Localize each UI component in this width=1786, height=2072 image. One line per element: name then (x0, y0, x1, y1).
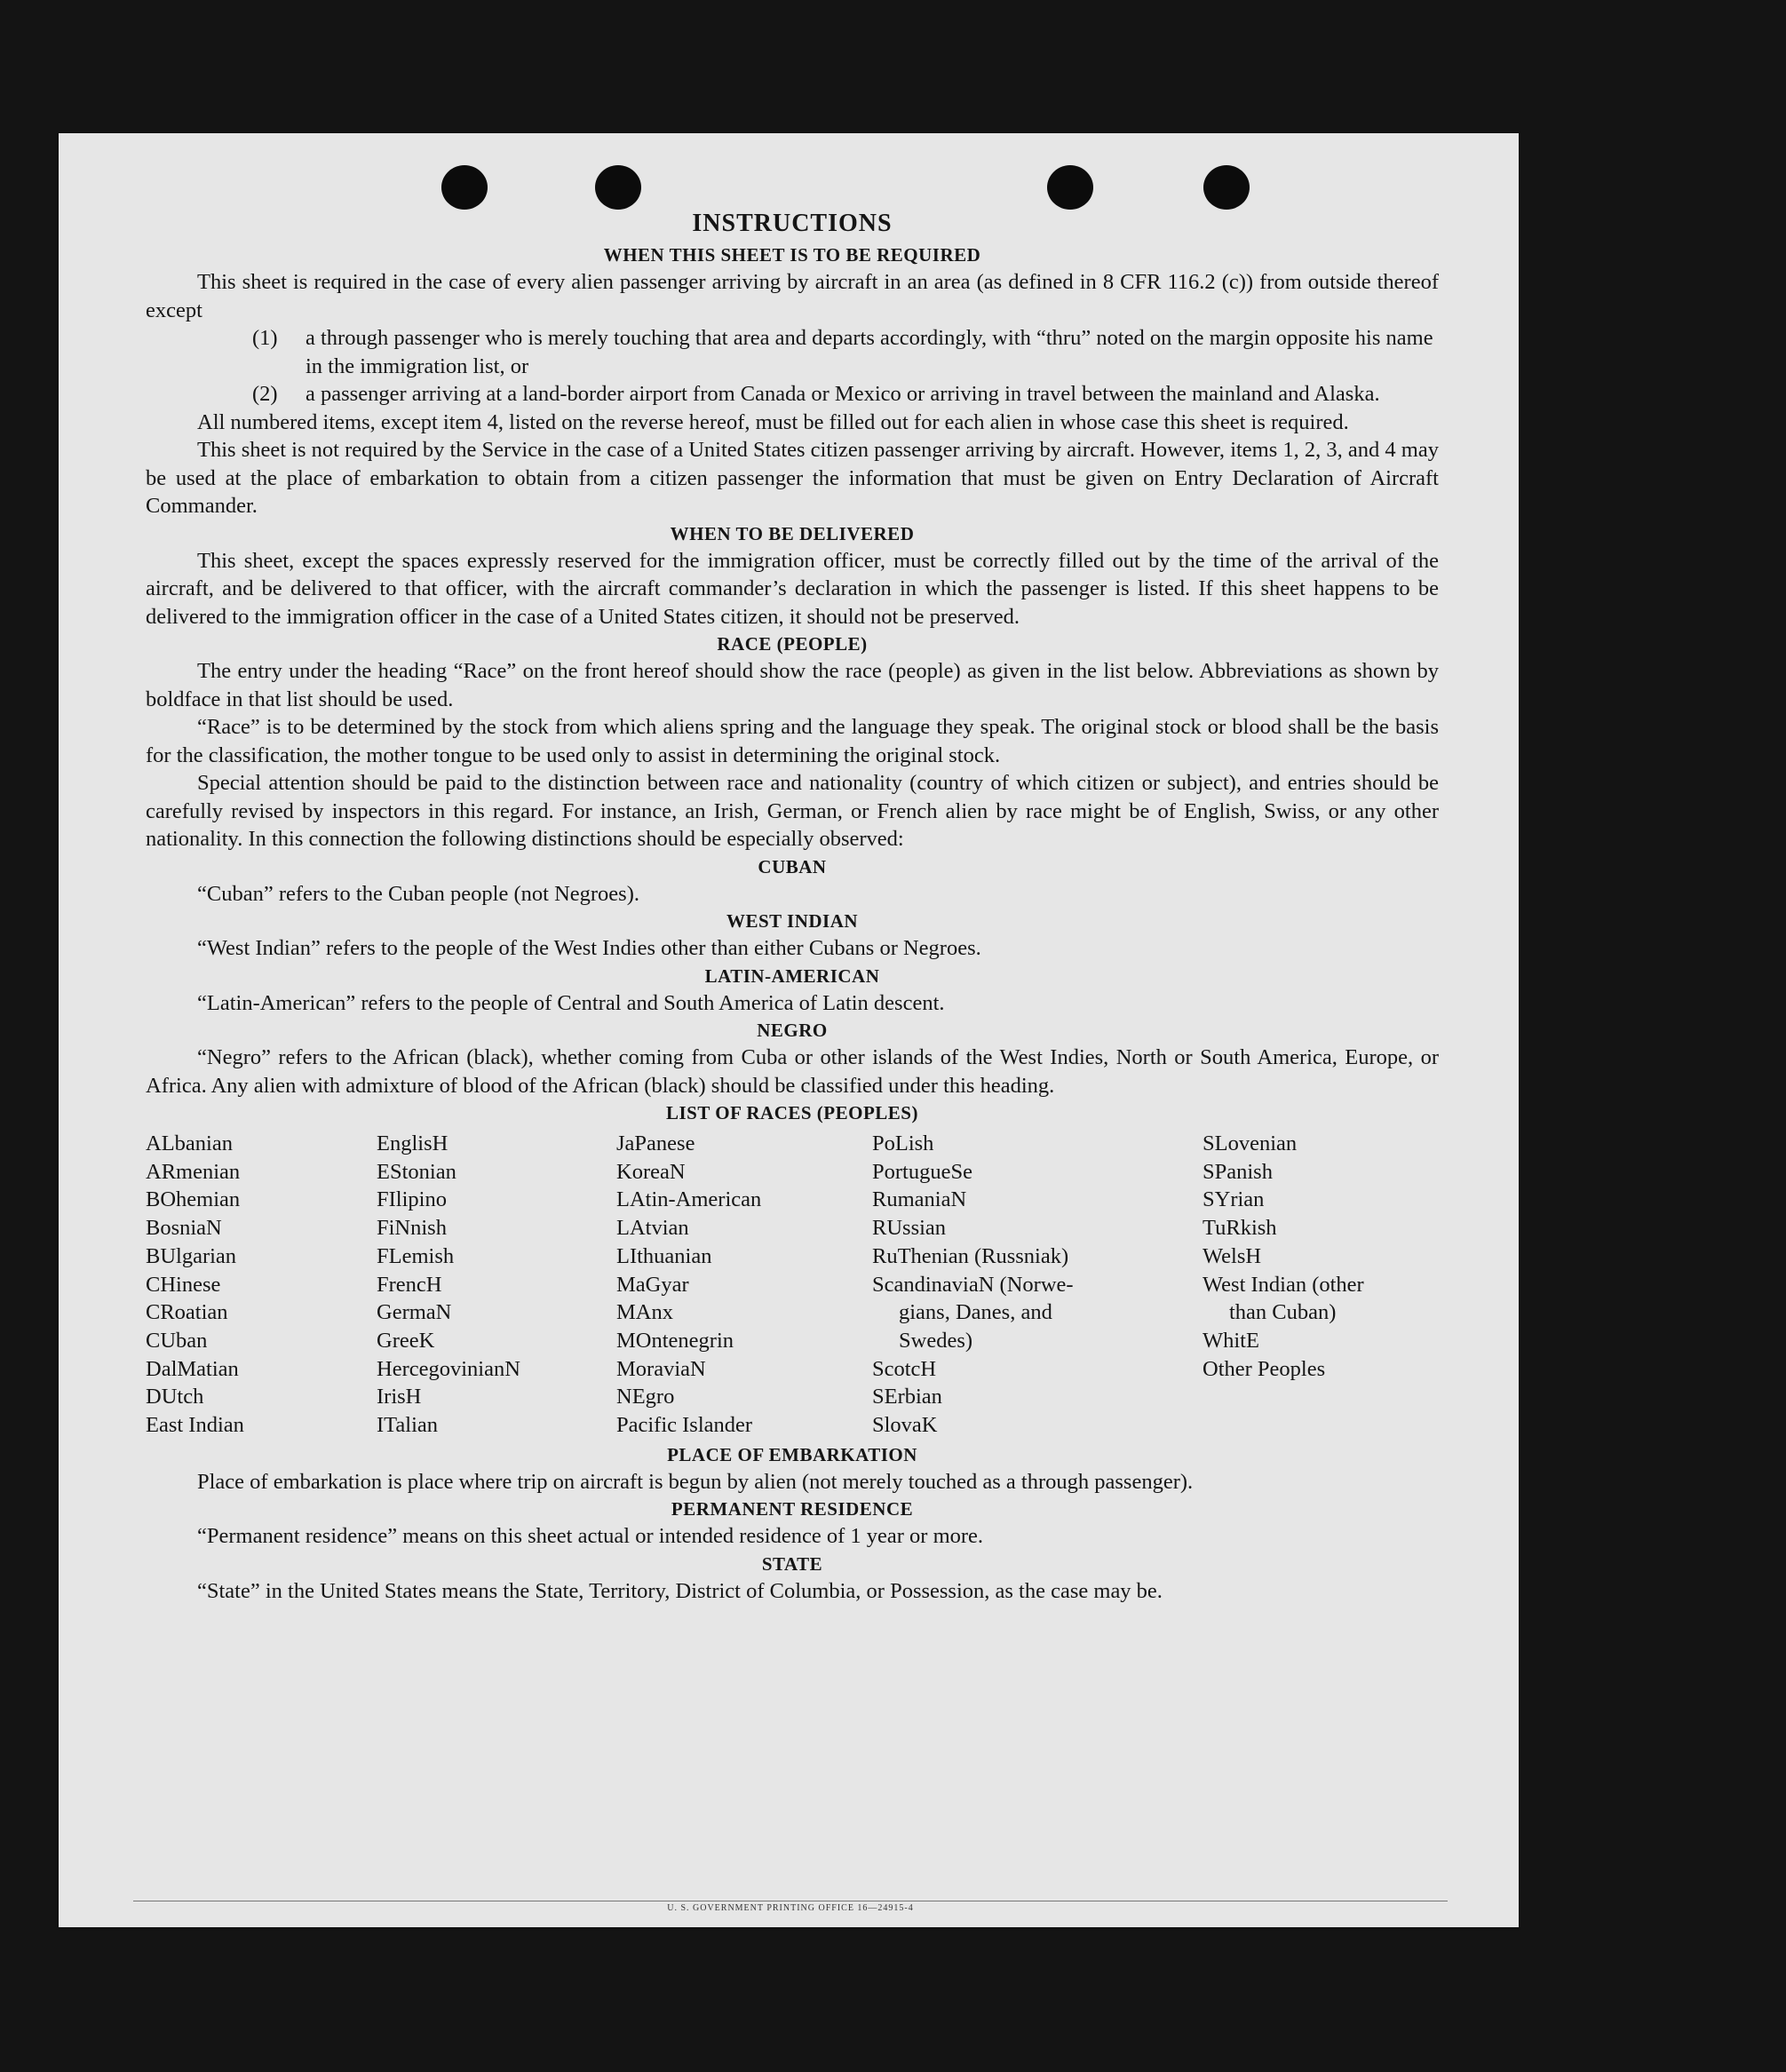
page-title: INSTRUCTIONS (692, 210, 893, 237)
race-column-3 (616, 1130, 872, 1440)
section-title-embarkation: PLACE OF EMBARKATION (667, 1443, 917, 1465)
race-para-3: Special attention should be paid to the distinction between race and nationality (country of which citizen or subject), and entries should be carefully revised by inspectors in this regard. For instance, an Irish, German, or French alien by race might be of English, Swiss, or any other nationality. In this connection the following distinctions should be especially observed: (146, 771, 1439, 851)
race-entry: FiNnish (377, 1216, 447, 1241)
race-entry: MaGyar (616, 1272, 689, 1297)
race-entry: ARmenian (146, 1159, 241, 1184)
race-entry: SYrian (1203, 1187, 1265, 1212)
race-entry: FIlipino (377, 1187, 447, 1212)
race-entry: DUtch (146, 1385, 204, 1409)
item-text: a passenger arriving at a land-border airport from Canada or Mexico or arriving in travel between the mainland and Alaska. (306, 382, 1380, 406)
race-entry: GermaN (377, 1300, 452, 1325)
punch-hole (1203, 165, 1250, 210)
race-entry: ALbanian (146, 1131, 233, 1155)
section-title-residence: PERMANENT RESIDENCE (671, 1498, 914, 1520)
west-indian-text: “West Indian” refers to the people of the West Indies other than either Cubans or Negroes. (197, 936, 981, 960)
race-entry: PoLish (872, 1131, 934, 1155)
race-entry: ScandinaviaN (Norwe- (872, 1272, 1074, 1297)
race-entry: FLemish (377, 1243, 455, 1268)
race-entry: SErbian (872, 1385, 942, 1409)
required-para-2: All numbered items, except item 4, listed on the reverse hereof, must be filled out for each alien in whose case this sheet is required. (197, 409, 1349, 434)
race-entry: TuRkish (1203, 1216, 1277, 1241)
delivered-text: This sheet, except the spaces expressly reserved for the immigration officer, must be correctly filled out by the time of the arrival of the aircraft, and be delivered to that officer, with the aircraft commander’s declaration in which the passenger is listed. If this sheet happens to be delivered to the immigration officer in the case of a United States citizen, it should not be preserved. (146, 548, 1439, 629)
race-entry: LAtvian (616, 1216, 689, 1241)
race-entry: EStonian (377, 1159, 456, 1184)
exception-item-1 (146, 324, 1439, 380)
race-column-4 (872, 1130, 1203, 1440)
race-entry: SPanish (1203, 1159, 1273, 1184)
race-entry: EnglisH (377, 1131, 448, 1155)
race-entry: JaPanese (616, 1131, 695, 1155)
race-entry: CHinese (146, 1272, 221, 1297)
race-entry: PortugueSe (872, 1159, 972, 1184)
race-entry: gians, Danes, and (899, 1300, 1052, 1325)
state-text: “State” in the United States means the State, Territory, District of Columbia, or Possession, as the case may be. (197, 1578, 1163, 1603)
race-para-1: The entry under the heading “Race” on the front hereof should show the race (people) as given in the list below. Abbreviations as shown by boldface in that list should be used. (146, 659, 1439, 711)
race-entry: CRoatian (146, 1300, 228, 1325)
race-entry: RuThenian (Russniak) (872, 1243, 1069, 1268)
section-title-west-indian: WEST INDIAN (726, 910, 859, 932)
race-column-2 (377, 1130, 616, 1440)
race-entry: DalMatian (146, 1356, 239, 1381)
item-number: (2) (252, 382, 278, 406)
printer-imprint: U. S. GOVERNMENT PRINTING OFFICE 16—24915-4 (133, 1901, 1448, 1913)
item-text: a through passenger who is merely touching that area and departs accordingly, with “thru” noted on the margin opposite his name in the immigration list, or (306, 326, 1433, 378)
section-title-state: STATE (761, 1552, 823, 1575)
race-column-5 (1203, 1130, 1439, 1440)
race-column-1 (146, 1130, 377, 1440)
race-entry: MoraviaN (616, 1356, 706, 1381)
race-entry: LIthuanian (616, 1243, 712, 1268)
exception-item-2 (146, 380, 1439, 409)
race-entry: FrencH (377, 1272, 442, 1297)
section-title-race: RACE (PEOPLE) (717, 633, 868, 655)
section-title-list-of-races: LIST OF RACES (PEOPLES) (666, 1102, 918, 1123)
race-entry: SlovaK (872, 1413, 938, 1438)
race-entry: LAtin-American (616, 1187, 762, 1212)
race-entry: HercegovinianN (377, 1356, 520, 1381)
race-entry: West Indian (other (1203, 1272, 1364, 1297)
race-entry: RumaniaN (872, 1187, 967, 1212)
race-entry: BosniaN (146, 1216, 222, 1241)
required-intro: This sheet is required in the case of every alien passenger arriving by aircraft in an area (as defined in 8 CFR 116.2 (c)) from outside thereof except (146, 270, 1439, 322)
race-para-2: “Race” is to be determined by the stock from which aliens spring and the language they speak. The original stock or blood shall be the basis for the classification, the mother tongue to be used only to assist in determining the original stock. (146, 715, 1439, 767)
section-title-negro: NEGRO (757, 1020, 828, 1041)
race-entry: MAnx (616, 1300, 673, 1325)
section-title-delivered: WHEN TO BE DELIVERED (670, 522, 915, 544)
race-entry: KoreaN (616, 1159, 686, 1184)
race-entry: Other Peoples (1203, 1356, 1326, 1381)
punch-hole (441, 165, 488, 210)
item-number: (1) (252, 326, 278, 350)
section-title-cuban: CUBAN (758, 855, 827, 877)
race-entry: WhitE (1203, 1328, 1259, 1353)
race-entry: ScotcH (872, 1356, 937, 1381)
race-entry: IrisH (377, 1385, 422, 1409)
race-entry: Pacific Islander (616, 1413, 753, 1438)
section-title-latin-american: LATIN-AMERICAN (704, 965, 880, 987)
race-entry: RUssian (872, 1216, 947, 1241)
race-entry: CUban (146, 1328, 208, 1353)
race-entry: NEgro (616, 1385, 675, 1409)
latin-american-text: “Latin-American” refers to the people of Central and South America of Latin descent. (197, 990, 945, 1015)
punch-hole (1047, 165, 1093, 210)
residence-text: “Permanent residence” means on this sheet actual or intended residence of 1 year or more. (197, 1524, 984, 1549)
race-entry: WelsH (1203, 1243, 1262, 1268)
required-para-3: This sheet is not required by the Service in the case of a United States citizen passenger arriving by aircraft. However, items 1, 2, 3, and 4 may be used at the place of embarkation to obtain from a citizen passenger the information that must be given on Entry Declaration of Aircraft Commander. (146, 438, 1439, 518)
race-entry: than Cuban) (1229, 1300, 1337, 1325)
race-list (146, 1130, 1439, 1440)
embarkation-text: Place of embarkation is place where trip on aircraft is begun by alien (not merely touched as a through passenger). (197, 1469, 1194, 1494)
race-entry: GreeK (377, 1328, 435, 1353)
race-entry: MOntenegrin (616, 1328, 734, 1353)
race-entry: ITalian (377, 1413, 439, 1438)
punch-hole (595, 165, 641, 210)
race-entry: BOhemian (146, 1187, 241, 1212)
cuban-text: “Cuban” refers to the Cuban people (not Negroes). (197, 881, 639, 906)
section-title-required: WHEN THIS SHEET IS TO BE REQUIRED (603, 244, 981, 266)
instructions-content (146, 206, 1439, 1605)
negro-text: “Negro” refers to the African (black), whether coming from Cuba or other islands of the West Indies, North or South America, Europe, or Africa. Any alien with admixture of blood of the African (black) should be classified under this heading. (146, 1045, 1439, 1098)
race-entry: SLovenian (1203, 1131, 1298, 1155)
race-entry: BUlgarian (146, 1243, 237, 1268)
race-entry: Swedes) (899, 1328, 973, 1353)
race-entry: East Indian (146, 1413, 244, 1438)
